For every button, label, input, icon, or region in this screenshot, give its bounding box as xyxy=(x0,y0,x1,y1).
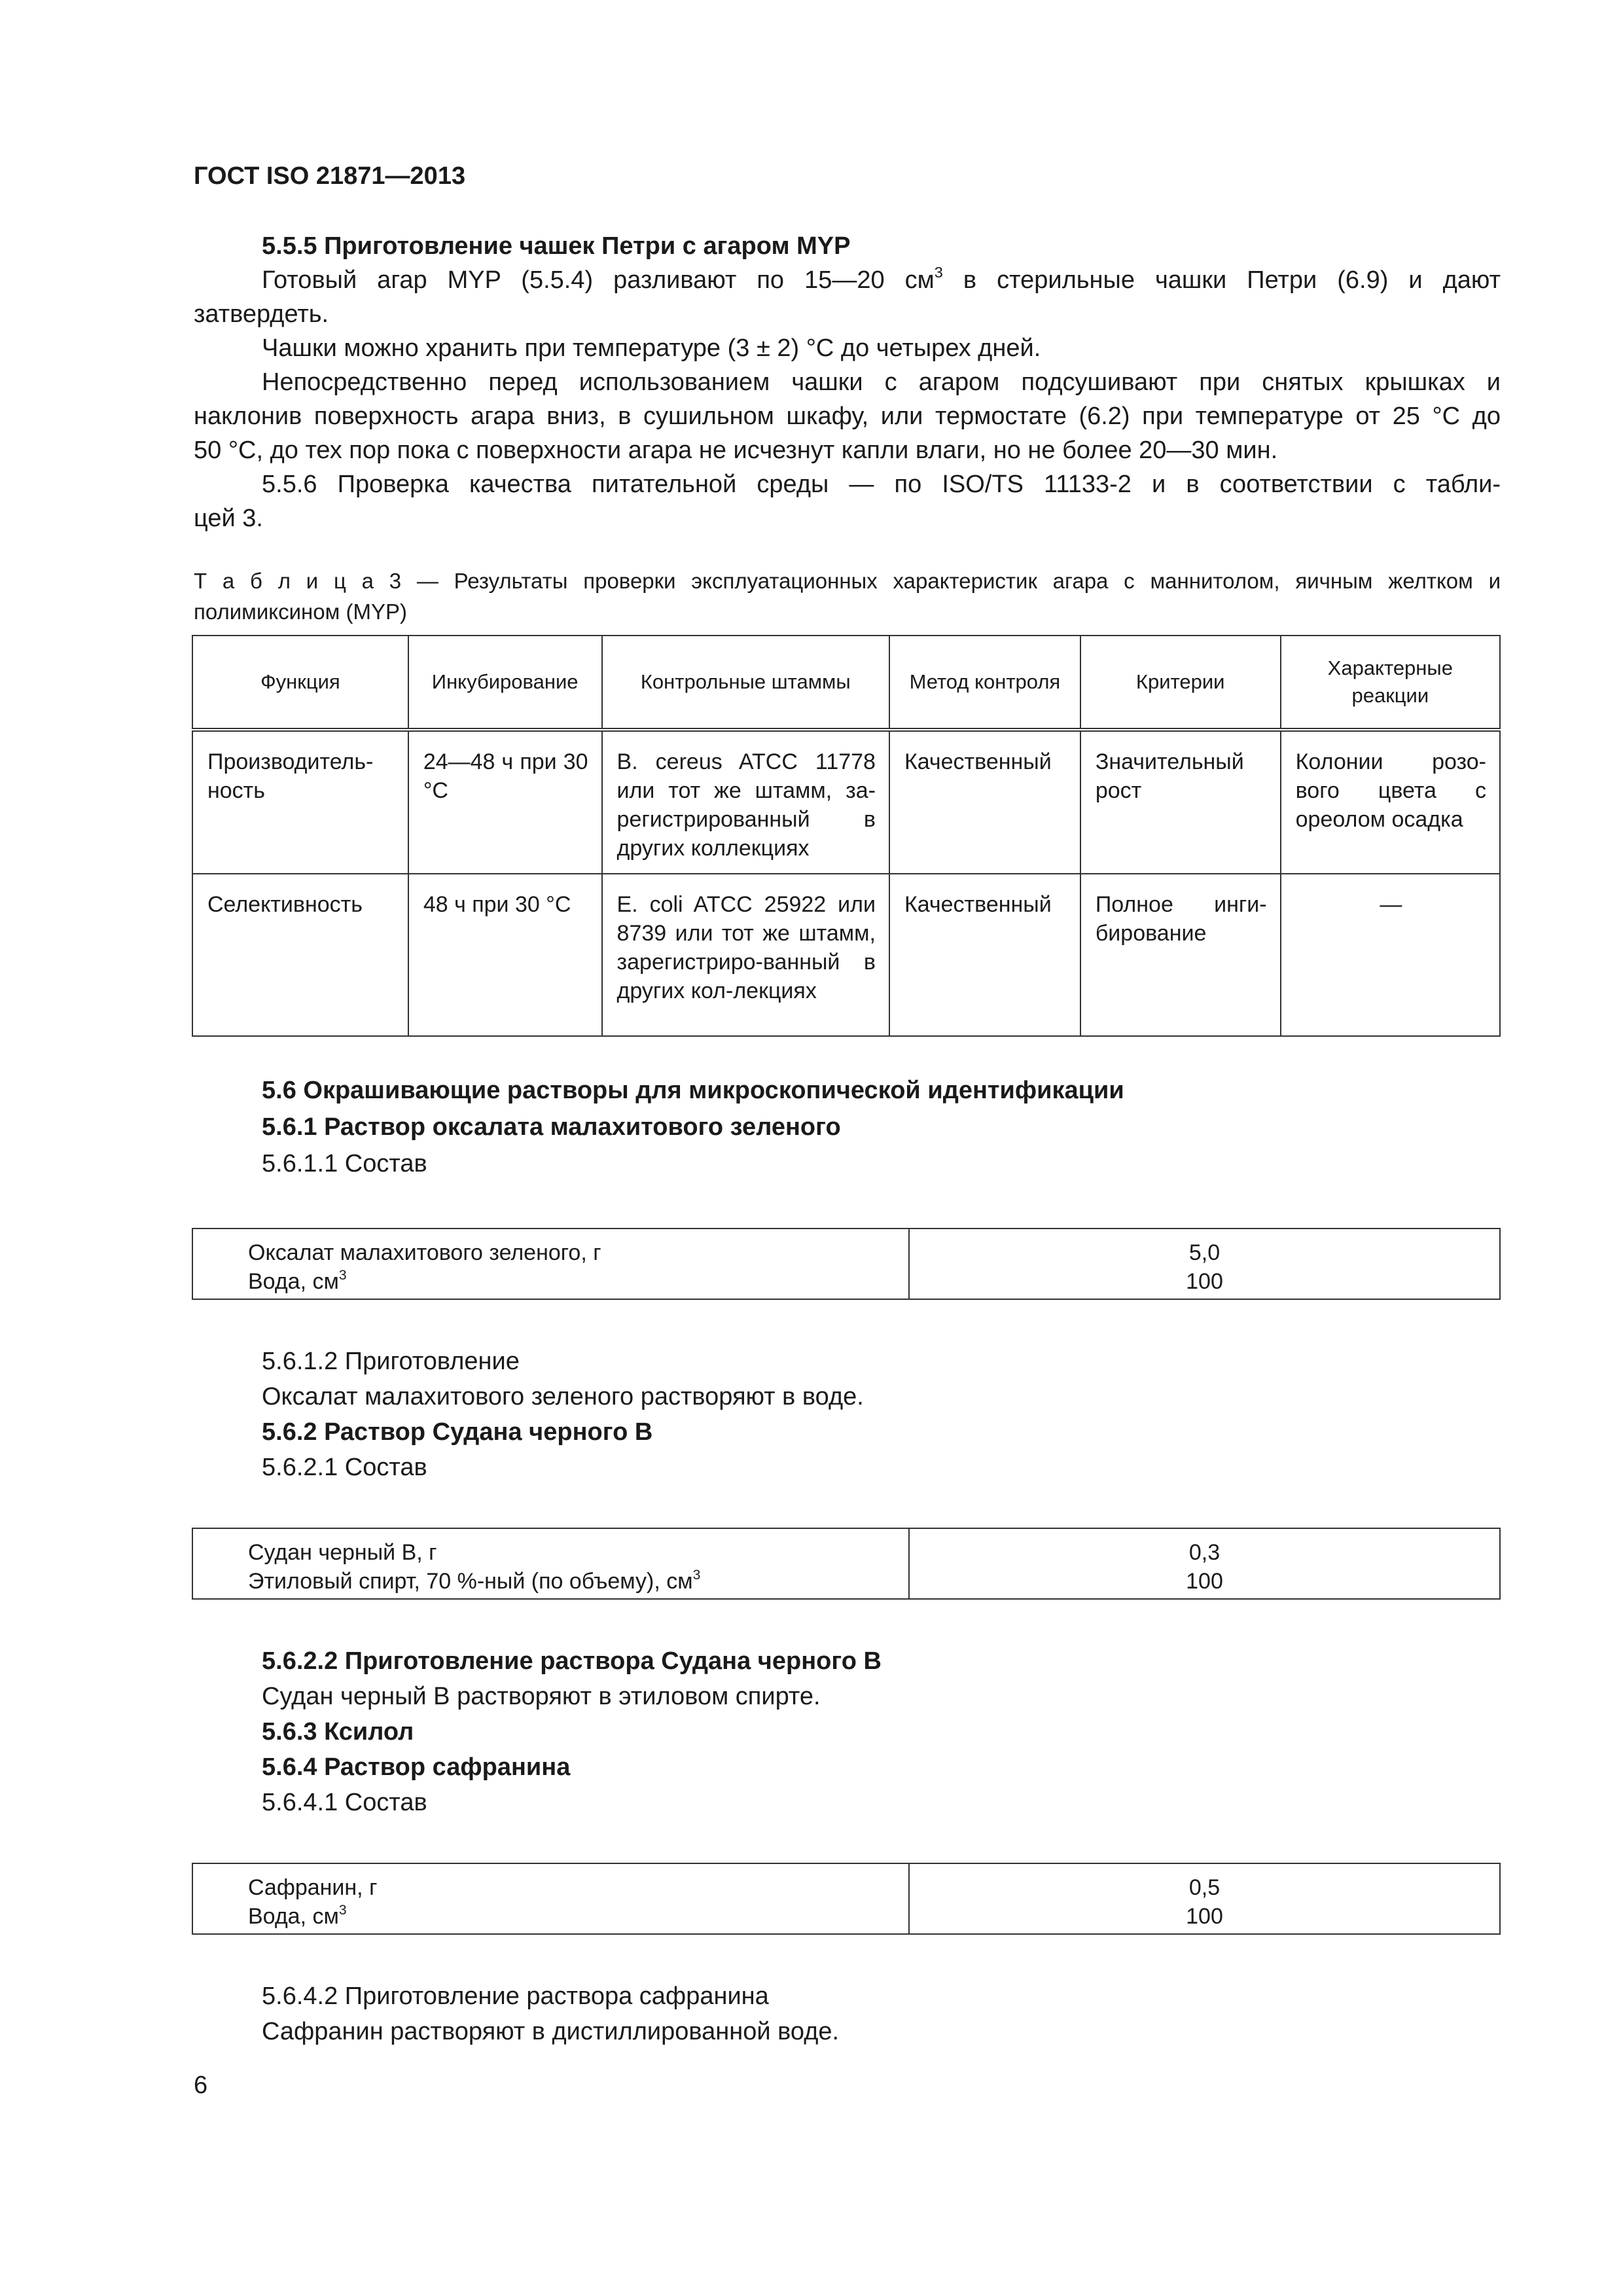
section-5-6-title: 5.6 Окрашивающие растворы для микроскопической идентификации xyxy=(262,1077,1124,1104)
table-cell: Колонии розо-вого цвета с ореолом осадка xyxy=(1281,730,1500,874)
composition-item: Этиловый спирт, 70 %-ный (по объему), $см^3$ xyxy=(248,1567,701,1594)
table3-header-reactions: Характерные реакции xyxy=(1281,636,1500,730)
s555-para1-line1: Готовый агар MYP (5.5.4) разливают по 15—20 $см^3$ в стерильные чашки Петри (6.9) и дают xyxy=(262,264,1501,294)
composition-values xyxy=(910,1529,1499,1598)
table-cell: B. cereus ATCC 11778 или тот же штамм, за-регистрированный в других коллекциях xyxy=(602,730,889,874)
section-5-6-2-2-text: Судан черный B растворяют в этиловом спирте. xyxy=(262,1683,821,1710)
table-row xyxy=(192,874,1500,1036)
section-5-6-2-2-title: 5.6.2.2 Приготовление раствора Судана черного B xyxy=(262,1647,882,1675)
table3-header-control-strains: Контрольные штаммы xyxy=(602,636,889,730)
section-5-6-1-2: 5.6.1.2 Приготовление xyxy=(262,1348,520,1375)
table-cell: E. coli ATCC 25922 или 8739 или тот же штамм, зарегистриро-ванный в других кол-лекциях xyxy=(602,874,889,1036)
table3 xyxy=(192,635,1501,1037)
s555-para3-line3: 50 °C, до тех пор пока с поверхности агара не исчезнут капли влаги, но не более 20—30 мин. xyxy=(194,437,1278,464)
section-5-6-3-title: 5.6.3 Ксилол xyxy=(262,1718,414,1746)
s555-para3-line1: Непосредственно перед использованием чашки с агаром подсушивают при снятых крышках и xyxy=(262,368,1501,396)
composition-value: 100 xyxy=(1186,1904,1223,1929)
composition-item: Судан черный B, г xyxy=(248,1540,437,1565)
section-5-6-1-title: 5.6.1 Раствор оксалата малахитового зеленого xyxy=(262,1113,841,1141)
section-5-6-4-title: 5.6.4 Раствор сафранина xyxy=(262,1753,571,1781)
composition-values xyxy=(910,1229,1499,1299)
table3-header-control-method: Метод контроля xyxy=(889,636,1080,730)
table-row xyxy=(192,730,1500,874)
composition-values xyxy=(910,1864,1499,1933)
s555-para3-line2: наклонив поверхность агара вниз, в сушильном шкафу, или термостате (6.2) при температуре от 25 °C до xyxy=(194,403,1501,430)
composition-table-malachite xyxy=(192,1228,1501,1300)
composition-item: Сафранин, г xyxy=(248,1875,378,1900)
table-cell: Селективность xyxy=(192,874,408,1036)
table3-header-function: Функция xyxy=(192,636,408,730)
composition-value: 100 xyxy=(1186,1269,1223,1294)
section-5-5-5-title: 5.5.5 Приготовление чашек Петри с агаром MYP xyxy=(262,232,851,260)
table-cell: 24—48 ч при 30 °C xyxy=(408,730,602,874)
table3-caption-line1: Т а б л и ц а 3 — Результаты проверки эксплуатационных характеристик агара с маннитолом, яичным желтком и xyxy=(194,569,1501,593)
section-5-6-1-1: 5.6.1.1 Состав xyxy=(262,1150,427,1177)
table-cell: 48 ч при 30 °C xyxy=(408,874,602,1036)
composition-value: 0,3 xyxy=(1188,1540,1221,1565)
table-cell: Производитель-ность xyxy=(192,730,408,874)
composition-table-safranin xyxy=(192,1863,1501,1935)
table3-caption-line2: полимиксином (MYP) xyxy=(194,600,407,624)
composition-table-sudan xyxy=(192,1528,1501,1600)
table-cell: Полное инги-бирование xyxy=(1080,874,1281,1036)
table-cell: — xyxy=(1281,874,1500,1036)
composition-item: Вода, $см^3$ xyxy=(248,1267,347,1294)
composition-items xyxy=(193,1229,910,1299)
section-5-6-2-1: 5.6.2.1 Состав xyxy=(262,1454,427,1481)
s555-para2: Чашки можно хранить при температуре (3 ± 2) °C до четырех дней. xyxy=(262,334,1041,362)
document-header: ГОСТ ISO 21871—2013 xyxy=(194,162,466,190)
section-5-6-4-2: 5.6.4.2 Приготовление раствора сафранина xyxy=(262,1982,769,2010)
table3-header-criteria: Критерии xyxy=(1080,636,1281,730)
table3-header-incubation: Инкубирование xyxy=(408,636,602,730)
composition-value: 0,5 xyxy=(1188,1875,1221,1900)
composition-item: Вода, $см^3$ xyxy=(248,1902,347,1929)
table-cell: Значительный рост xyxy=(1080,730,1281,874)
table-cell: Качественный xyxy=(889,730,1080,874)
table3-header-row xyxy=(192,636,1500,730)
page-number: 6 xyxy=(194,2072,208,2099)
s556-line2: цей 3. xyxy=(194,505,263,532)
composition-value: 100 xyxy=(1186,1569,1223,1594)
section-5-6-4-2-text: Сафранин растворяют в дистиллированной воде. xyxy=(262,2018,840,2045)
s555-para1-line2: затвердеть. xyxy=(194,300,329,328)
s556-line1: 5.5.6 Проверка качества питательной среды — по ISO/TS 11133-2 и в соответствии с табли- xyxy=(262,471,1501,498)
composition-items xyxy=(193,1529,910,1598)
section-5-6-2-title: 5.6.2 Раствор Судана черного B xyxy=(262,1418,653,1446)
section-5-6-1-2-text: Оксалат малахитового зеленого растворяют в воде. xyxy=(262,1383,864,1410)
composition-items xyxy=(193,1864,910,1933)
table-cell: Качественный xyxy=(889,874,1080,1036)
composition-value: 5,0 xyxy=(1188,1240,1221,1265)
section-5-6-4-1: 5.6.4.1 Состав xyxy=(262,1789,427,1816)
composition-item: Оксалат малахитового зеленого, г xyxy=(248,1240,601,1265)
